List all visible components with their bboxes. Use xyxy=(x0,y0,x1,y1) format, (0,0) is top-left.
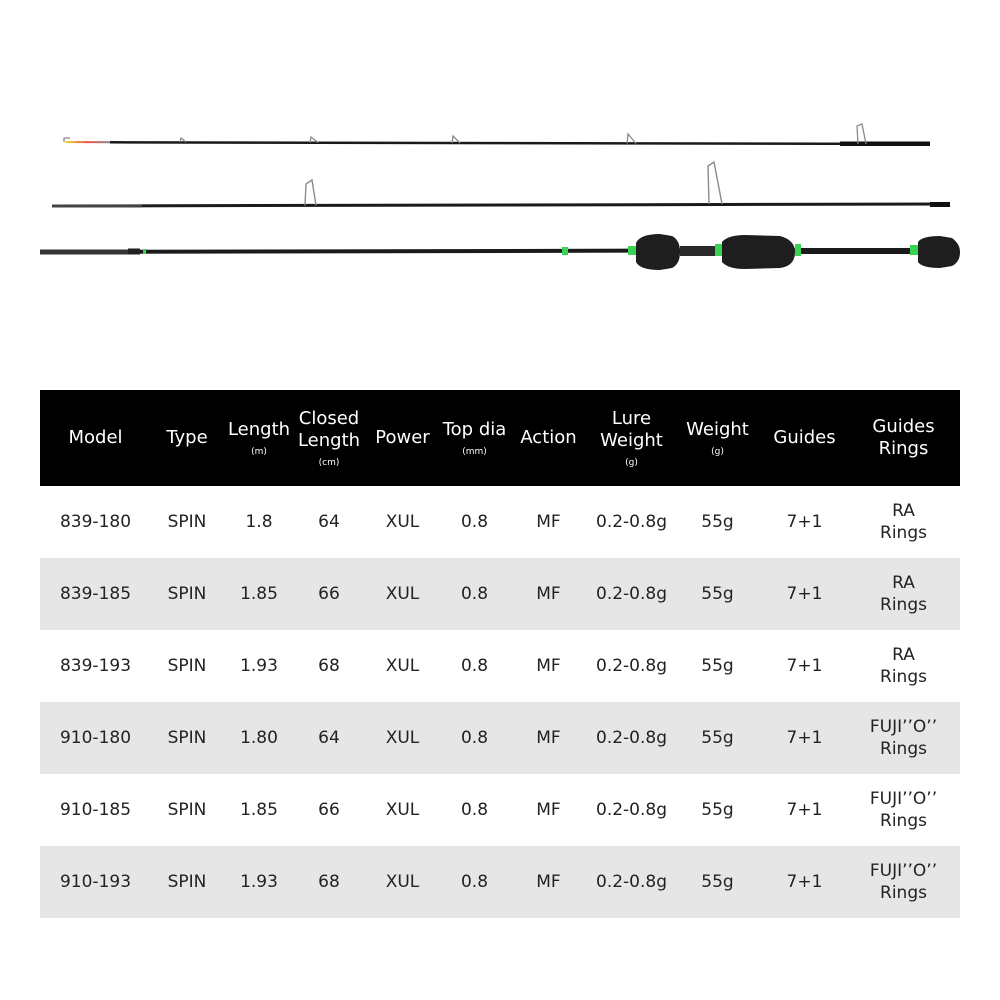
cell-guides: 7+1 xyxy=(786,872,823,892)
cell-length: 1.8 xyxy=(245,512,273,532)
cell-weight: 55g xyxy=(701,512,734,532)
cell-lure: 0.2-0.8g xyxy=(596,656,667,676)
cell-guides: 7+1 xyxy=(786,728,823,748)
column-header-label: Type xyxy=(166,427,208,448)
column-header xyxy=(295,390,363,486)
column-header-label: Top dia xyxy=(442,419,507,440)
cell-length: 1.93 xyxy=(240,872,278,892)
rings-line: Rings xyxy=(880,523,927,543)
column-header-label: Closed xyxy=(298,408,360,429)
cell-power: XUL xyxy=(385,584,420,604)
column-header-label: Model xyxy=(68,427,123,448)
cell-lure: 0.2-0.8g xyxy=(596,584,667,604)
cell-weight: 55g xyxy=(701,728,734,748)
rings-line: RA xyxy=(892,645,915,665)
column-header-label: Rings xyxy=(878,438,929,459)
table-row xyxy=(40,630,960,702)
cell-length: 1.85 xyxy=(240,800,278,820)
cell-action: MF xyxy=(536,872,561,892)
cell-type: SPIN xyxy=(167,800,207,820)
rings-line: FUJI’’O’’ xyxy=(869,717,938,737)
cell-top-dia: 0.8 xyxy=(460,656,489,676)
rod-guide-icon xyxy=(305,162,722,206)
column-header-label: Lure xyxy=(611,408,652,429)
cell-lure: 0.2-0.8g xyxy=(596,512,667,532)
table-row xyxy=(40,486,960,558)
cell-model: 839-185 xyxy=(59,584,132,604)
cell-guides: 7+1 xyxy=(786,512,823,532)
column-header xyxy=(40,390,151,486)
cell-guides: 7+1 xyxy=(786,656,823,676)
cell-action: MF xyxy=(536,728,561,748)
column-header-label: Length xyxy=(297,430,361,451)
cell-weight: 55g xyxy=(701,872,734,892)
cell-power: XUL xyxy=(385,728,420,748)
column-header-label: Guides xyxy=(872,416,935,437)
cell-closed: 64 xyxy=(318,512,340,532)
column-unit: (m) xyxy=(251,447,267,457)
table-body xyxy=(40,486,960,918)
column-header xyxy=(363,390,442,486)
column-header-label: Power xyxy=(375,427,430,448)
rod-sections-illustration xyxy=(0,0,1000,340)
column-unit: (g) xyxy=(625,458,638,468)
cell-length: 1.80 xyxy=(240,728,278,748)
cell-model: 910-180 xyxy=(59,728,132,748)
cell-top-dia: 0.8 xyxy=(460,512,489,532)
column-header xyxy=(151,390,223,486)
cell-lure: 0.2-0.8g xyxy=(596,800,667,820)
cell-closed: 66 xyxy=(318,584,340,604)
table-row xyxy=(40,558,960,630)
column-header-label: Action xyxy=(520,427,577,448)
column-header-label: Weight xyxy=(600,430,663,451)
cell-action: MF xyxy=(536,656,561,676)
rings-line: Rings xyxy=(880,811,927,831)
cell-type: SPIN xyxy=(167,656,207,676)
cell-power: XUL xyxy=(385,872,420,892)
column-unit: (cm) xyxy=(318,458,340,468)
cell-action: MF xyxy=(536,512,561,532)
column-unit: (mm) xyxy=(462,447,487,457)
cell-power: XUL xyxy=(385,656,420,676)
rings-line: FUJI’’O’’ xyxy=(869,861,938,881)
cell-lure: 0.2-0.8g xyxy=(596,872,667,892)
column-header xyxy=(762,390,847,486)
cell-action: MF xyxy=(536,800,561,820)
column-header xyxy=(673,390,762,486)
cell-type: SPIN xyxy=(167,728,207,748)
cell-weight: 55g xyxy=(701,656,734,676)
rings-line: FUJI’’O’’ xyxy=(869,789,938,809)
rings-line: Rings xyxy=(880,739,927,759)
cell-model: 910-193 xyxy=(59,872,132,892)
table-row xyxy=(40,846,960,918)
cell-power: XUL xyxy=(385,800,420,820)
cell-top-dia: 0.8 xyxy=(460,584,489,604)
rod-spec-table xyxy=(40,390,960,918)
rings-line: Rings xyxy=(880,883,927,903)
rings-line: RA xyxy=(892,501,915,521)
cell-type: SPIN xyxy=(167,872,207,892)
column-header xyxy=(442,390,507,486)
rings-line: Rings xyxy=(880,667,927,687)
cell-model: 839-180 xyxy=(59,512,132,532)
cell-top-dia: 0.8 xyxy=(460,800,489,820)
rings-line: Rings xyxy=(880,595,927,615)
cell-model: 910-185 xyxy=(59,800,132,820)
cell-type: SPIN xyxy=(167,584,207,604)
cell-rings xyxy=(847,558,960,630)
table-header-row xyxy=(40,390,960,486)
cell-rings xyxy=(847,486,960,558)
cell-model: 839-193 xyxy=(59,656,132,676)
cell-weight: 55g xyxy=(701,584,734,604)
cell-type: SPIN xyxy=(167,512,207,532)
cell-top-dia: 0.8 xyxy=(460,872,489,892)
cell-closed: 64 xyxy=(318,728,340,748)
cell-rings xyxy=(847,702,960,774)
rod-butt-section xyxy=(40,234,960,270)
cell-power: XUL xyxy=(385,512,420,532)
cell-rings xyxy=(847,774,960,846)
column-unit: (g) xyxy=(711,447,724,457)
cell-closed: 68 xyxy=(318,872,340,892)
cell-length: 1.85 xyxy=(240,584,278,604)
rings-line: RA xyxy=(892,573,915,593)
column-header xyxy=(590,390,673,486)
table-row xyxy=(40,774,960,846)
cell-closed: 68 xyxy=(318,656,340,676)
column-header-label: Length xyxy=(227,419,291,440)
column-header xyxy=(507,390,590,486)
cell-closed: 66 xyxy=(318,800,340,820)
rod-tip-section xyxy=(64,124,930,146)
cell-lure: 0.2-0.8g xyxy=(596,728,667,748)
column-header-label: Weight xyxy=(686,419,749,440)
cell-weight: 55g xyxy=(701,800,734,820)
cell-guides: 7+1 xyxy=(786,584,823,604)
cell-length: 1.93 xyxy=(240,656,278,676)
column-header xyxy=(847,390,960,486)
cell-action: MF xyxy=(536,584,561,604)
cell-rings xyxy=(847,630,960,702)
rod-guide-icon xyxy=(64,124,866,144)
cell-top-dia: 0.8 xyxy=(460,728,489,748)
column-header-label: Guides xyxy=(773,427,836,448)
rod-mid-section xyxy=(52,162,950,208)
cell-guides: 7+1 xyxy=(786,800,823,820)
column-header xyxy=(223,390,295,486)
table-row xyxy=(40,702,960,774)
cell-rings xyxy=(847,846,960,918)
